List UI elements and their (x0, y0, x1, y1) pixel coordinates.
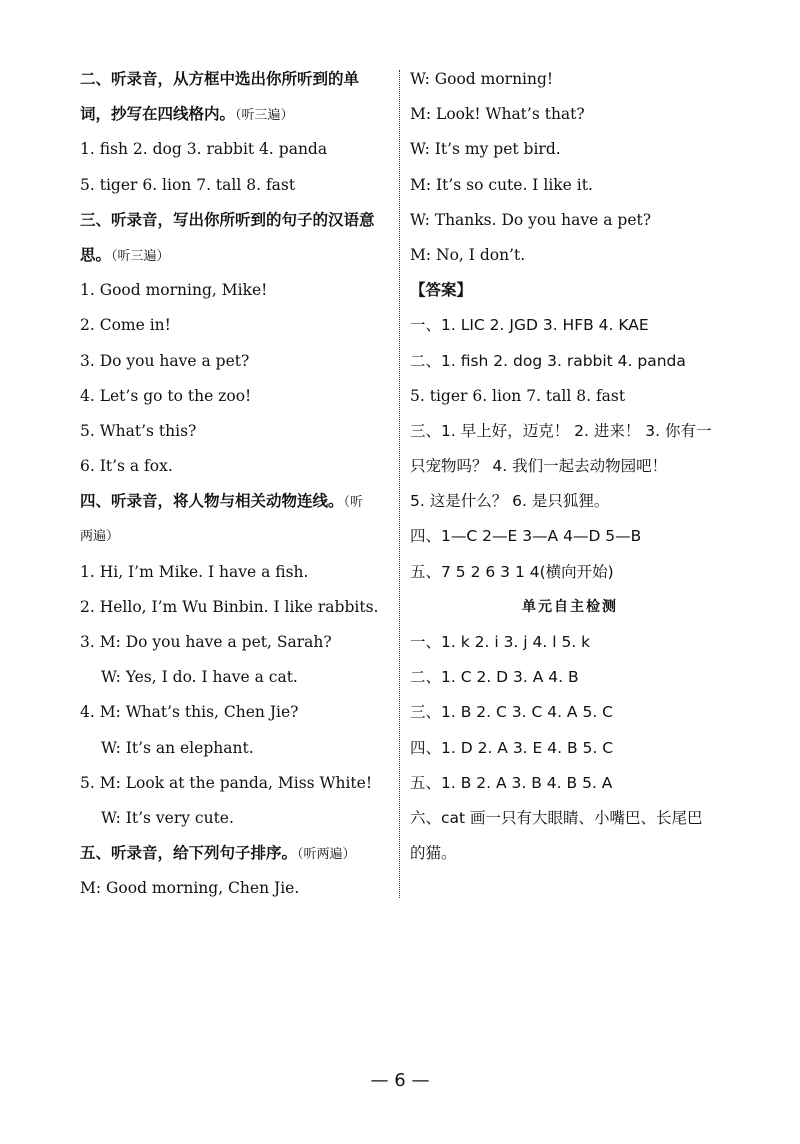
line-text: 只宠物吗？ 4. 我们一起去动物园吧！ (410, 457, 668, 476)
right-line (410, 836, 730, 871)
right-line (410, 168, 730, 203)
line-text: 词，抄写在四线格内。 (80, 105, 236, 124)
line-text: W: Yes, I do. I have a cat. (101, 668, 298, 687)
right-line (410, 308, 730, 343)
line-text: 的猫。 (410, 844, 457, 863)
line-text: 四、听录音，将人物与相关动物连线。 (80, 492, 344, 511)
left-line (80, 731, 390, 766)
left-line (80, 449, 390, 484)
right-line (410, 660, 730, 695)
line-text: W: It’s an elephant. (101, 738, 254, 757)
left-line (80, 273, 390, 308)
right-column (410, 62, 730, 871)
line-text: 思。 (80, 245, 112, 264)
left-line (80, 625, 390, 660)
line-text: 3. M: Do you have a pet, Sarah? (80, 633, 332, 651)
line-text: 5. What’s this? (80, 421, 197, 440)
right-line (410, 203, 730, 238)
listen-note: （听三遍） (111, 248, 170, 264)
right-line (410, 132, 730, 167)
line-text: M: Look! What’s that? (410, 105, 585, 124)
right-line (410, 379, 730, 414)
left-line (80, 203, 390, 238)
line-text: W: Thanks. Do you have a pet? (410, 210, 652, 229)
right-line (410, 62, 730, 97)
line-text: 1. fish 2. dog 3. rabbit 4. panda (80, 140, 328, 159)
line-text: 2. Come in! (80, 316, 171, 335)
left-line (80, 660, 390, 695)
line-text: 二、1. fish 2. dog 3. rabbit 4. panda (410, 351, 686, 370)
listen-note: （听 (343, 495, 364, 511)
line-text: 二、1. C 2. D 3. A 4. B (410, 668, 579, 687)
line-text: 5. 这是什么？ 6. 是只狐狸。 (410, 492, 610, 511)
line-text: M: It’s so cute. I like it. (410, 175, 593, 194)
right-line (410, 801, 730, 836)
right-line (410, 238, 730, 273)
line-text: W: It’s very cute. (101, 808, 234, 827)
left-line (80, 555, 390, 590)
right-line (410, 484, 730, 519)
line-text: 四、1. D 2. A 3. E 4. B 5. C (410, 738, 614, 757)
line-text: 一、1. LIC 2. JGD 3. HFB 4. KAE (410, 316, 649, 335)
left-line (80, 871, 390, 906)
listen-note: （听三遍） (235, 108, 294, 124)
left-line (80, 695, 390, 730)
page-number: — 6 — (370, 1070, 430, 1091)
listen-note: （听两遍） (297, 847, 356, 863)
left-line (80, 62, 390, 97)
line-text: M: Good morning, Chen Jie. (80, 879, 300, 898)
left-line (80, 379, 390, 414)
line-text: 四、1—C 2—E 3—A 4—D 5—B (410, 527, 642, 546)
line-text: 三、听录音，写出你所听到的句子的汉语意 (80, 210, 375, 229)
right-line (410, 625, 730, 660)
line-text: 两遍） (80, 529, 120, 545)
line-text: 5. tiger 6. lion 7. tall 8. fast (410, 386, 626, 405)
line-text: 五、听录音，给下列句子排序。 (80, 844, 298, 863)
left-line (80, 519, 390, 554)
line-text: 二、听录音，从方框中选出你所听到的单 (80, 70, 360, 88)
line-text: 五、7 5 2 6 3 1 4(横向开始) (410, 562, 614, 581)
line-text: 一、1. k 2. i 3. j 4. l 5. k (410, 633, 591, 651)
right-line (410, 97, 730, 132)
line-text: M: No, I don’t. (410, 245, 526, 264)
line-text: 五、1. B 2. A 3. B 4. B 5. A (410, 773, 613, 792)
right-line (410, 731, 730, 766)
line-text: 单元自主检测 (522, 598, 618, 615)
right-line (410, 414, 730, 449)
line-text: W: It’s my pet bird. (410, 140, 561, 159)
line-text: 【答案】 (410, 281, 473, 300)
line-text: 5. tiger 6. lion 7. tall 8. fast (80, 175, 296, 194)
column-divider (399, 70, 400, 898)
line-text: 2. Hello, I’m Wu Binbin. I like rabbits. (80, 597, 379, 616)
right-line (410, 695, 730, 730)
line-text: 5. M: Look at the panda, Miss White! (80, 773, 373, 792)
line-text: 4. Let’s go to the zoo! (80, 386, 252, 405)
right-line (410, 273, 730, 308)
line-text: 三、1. 早上好，迈克！ 2. 进来！ 3. 你有一 (410, 421, 712, 440)
left-line (80, 836, 390, 871)
line-text: 1. Good morning, Mike! (80, 281, 268, 300)
line-text: W: Good morning! (410, 70, 554, 88)
line-text: 4. M: What’s this, Chen Jie? (80, 703, 299, 722)
left-line (80, 801, 390, 836)
line-text: 三、1. B 2. C 3. C 4. A 5. C (410, 703, 613, 722)
left-line (80, 97, 390, 132)
left-line (80, 590, 390, 625)
left-line (80, 132, 390, 167)
left-column (80, 62, 390, 907)
line-text: 六、cat 画一只有大眼睛、小嘴巴、长尾巴 (410, 808, 703, 827)
line-text: 1. Hi, I’m Mike. I have a fish. (80, 562, 309, 581)
right-line (410, 555, 730, 590)
right-line (410, 766, 730, 801)
right-line (410, 449, 730, 484)
left-line (80, 308, 390, 343)
line-text: 6. It’s a fox. (80, 457, 173, 476)
right-line (410, 344, 730, 379)
right-line (410, 590, 730, 625)
left-line (80, 766, 390, 801)
line-text: 3. Do you have a pet? (80, 351, 250, 370)
left-line (80, 238, 390, 273)
left-line (80, 484, 390, 519)
left-line (80, 344, 390, 379)
right-line (410, 519, 730, 554)
left-line (80, 168, 390, 203)
left-line (80, 414, 390, 449)
